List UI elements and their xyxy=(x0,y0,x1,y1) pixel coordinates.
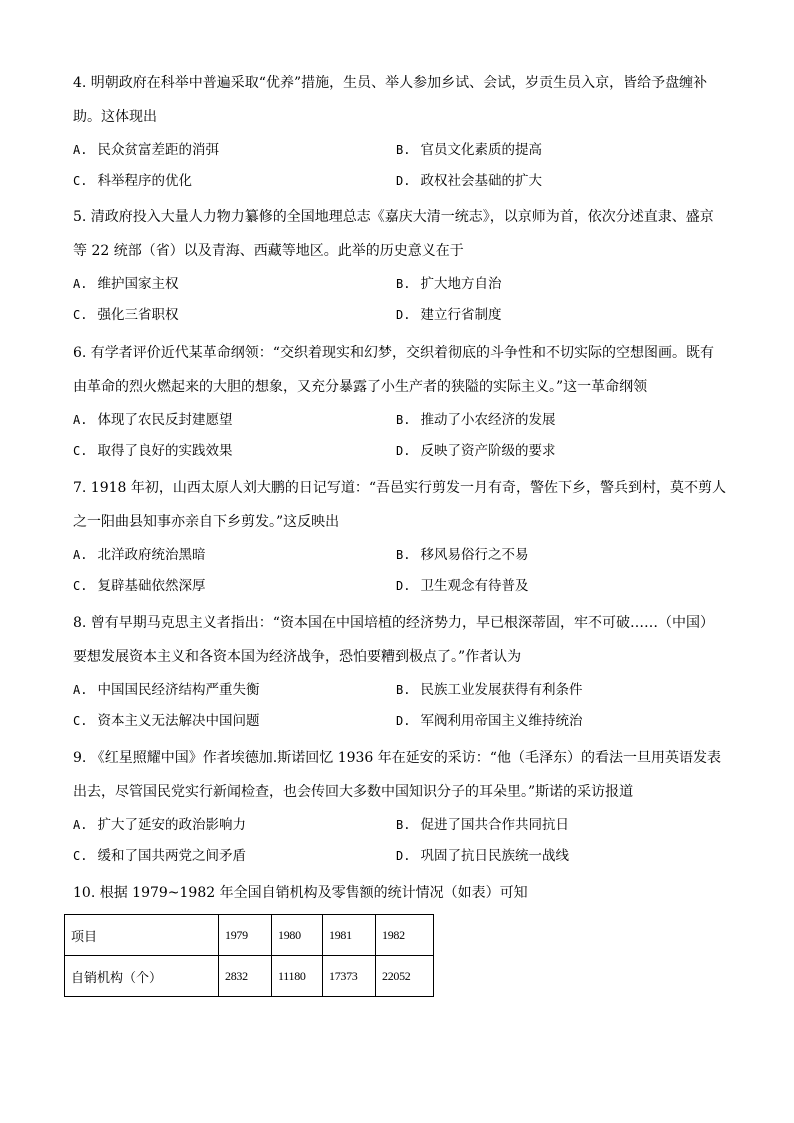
question-6-stem xyxy=(73,336,725,404)
stem-line: 10. 根据 1979~1982 年全国自销机构及零售额的统计情况（如表）可知 xyxy=(73,885,528,901)
question-8-options xyxy=(73,675,725,737)
option-c: C. 资本主义无法解决中国问题 xyxy=(73,713,260,729)
question-4-stem xyxy=(73,66,725,134)
option-a: A. 中国国民经济结构严重失衡 xyxy=(73,682,260,698)
option-a: A. 北洋政府统治黑暗 xyxy=(73,547,206,563)
question-7-options xyxy=(73,540,725,602)
option-d: D. 军阀利用帝国主义维持统治 xyxy=(396,713,583,729)
table-cell: 自销机构（个） xyxy=(65,956,219,997)
table-header-cell: 1982 xyxy=(376,915,434,956)
stem-line: 9. 《红星照耀中国》作者埃德加.斯诺回忆 1936 年在延安的采访：“他（毛泽东）的看法一旦用英语发表 xyxy=(73,750,721,766)
question-5-options xyxy=(73,269,725,331)
stem-line: 要想发展资本主义和各资本国为经济战争，恐怕要糟到极点了。”作者认为 xyxy=(73,649,522,665)
table-header-cell: 1981 xyxy=(323,915,376,956)
stem-line: 5. 清政府投入大量人力物力纂修的全国地理总志《嘉庆大清一统志》，以京师为首，依次分述直隶、盛京 xyxy=(73,209,714,225)
option-a: A. 体现了农民反封建愿望 xyxy=(73,412,233,428)
table-cell: 22052 xyxy=(376,956,434,997)
option-b: B. 民族工业发展获得有利条件 xyxy=(396,682,583,698)
option-d: D. 建立行省制度 xyxy=(396,307,502,323)
question-10-stem xyxy=(73,876,725,910)
option-c: C. 取得了良好的实践效果 xyxy=(73,443,233,459)
stem-line: 出去，尽管国民党实行新闻检查，也会传回大多数中国知识分子的耳朵里。”斯诺的采访报道 xyxy=(73,784,634,800)
option-b: B. 扩大地方自治 xyxy=(396,276,502,292)
option-d: D. 政权社会基础的扩大 xyxy=(396,173,542,189)
table-cell: 2832 xyxy=(219,956,272,997)
option-d: D. 巩固了抗日民族统一战线 xyxy=(396,848,569,864)
stem-line: 助。这体现出 xyxy=(73,109,157,125)
option-d: D. 卫生观念有待普及 xyxy=(396,578,529,594)
question-9-stem xyxy=(73,741,725,809)
question-7-stem xyxy=(73,471,725,539)
table-cell: 17373 xyxy=(323,956,376,997)
stem-line: 之一阳曲县知事亦亲自下乡剪发。”这反映出 xyxy=(73,514,340,530)
option-c: C. 复辟基础依然深厚 xyxy=(73,578,206,594)
question-6-options xyxy=(73,405,725,467)
question-4-options xyxy=(73,135,725,197)
stem-line: 7. 1918 年初，山西太原人刘大鹏的日记写道：“吾邑实行剪发一月有奇，警佐下乡，警兵到村，莫不剪人 xyxy=(73,480,727,496)
option-a: A. 民众贫富差距的消弭 xyxy=(73,142,219,158)
option-a: A. 维护国家主权 xyxy=(73,276,179,292)
table-header-cell: 1979 xyxy=(219,915,272,956)
option-d: D. 反映了资产阶级的要求 xyxy=(396,443,556,459)
statistics-table xyxy=(64,914,434,997)
table-cell: 11180 xyxy=(272,956,323,997)
question-5-stem xyxy=(73,200,725,268)
table-header-row xyxy=(65,915,434,956)
option-a: A. 扩大了延安的政治影响力 xyxy=(73,817,246,833)
option-c: C. 缓和了国共两党之间矛盾 xyxy=(73,848,246,864)
stem-line: 6. 有学者评价近代某革命纲领：“交织着现实和幻梦，交织着彻底的斗争性和不切实际的空想图画。既有 xyxy=(73,345,714,361)
option-b: B. 移风易俗行之不易 xyxy=(396,547,529,563)
stem-line: 由革命的烈火燃起来的大胆的想象，又充分暴露了小生产者的狭隘的实际主义。”这一革命纲领 xyxy=(73,379,648,395)
table-header-cell: 项目 xyxy=(65,915,219,956)
stem-line: 等 22 统部（省）以及青海、西藏等地区。此举的历史意义在于 xyxy=(73,243,464,259)
option-c: C. 强化三省职权 xyxy=(73,307,179,323)
question-9-options xyxy=(73,810,725,872)
question-8-stem xyxy=(73,606,725,674)
option-b: B. 促进了国共合作共同抗日 xyxy=(396,817,569,833)
stem-line: 4. 明朝政府在科举中普遍采取“优养”措施，生员、举人参加乡试、会试，岁贡生员入京，皆给予盘缠补 xyxy=(73,75,708,91)
option-b: B. 官员文化素质的提高 xyxy=(396,142,542,158)
table-header-cell: 1980 xyxy=(272,915,323,956)
option-c: C. 科举程序的优化 xyxy=(73,173,192,189)
option-b: B. 推动了小农经济的发展 xyxy=(396,412,556,428)
table-row xyxy=(65,956,434,997)
stem-line: 8. 曾有早期马克思主义者指出：“资本国在中国培植的经济势力，早已根深蒂固，牢不可破……（中国） xyxy=(73,615,714,631)
